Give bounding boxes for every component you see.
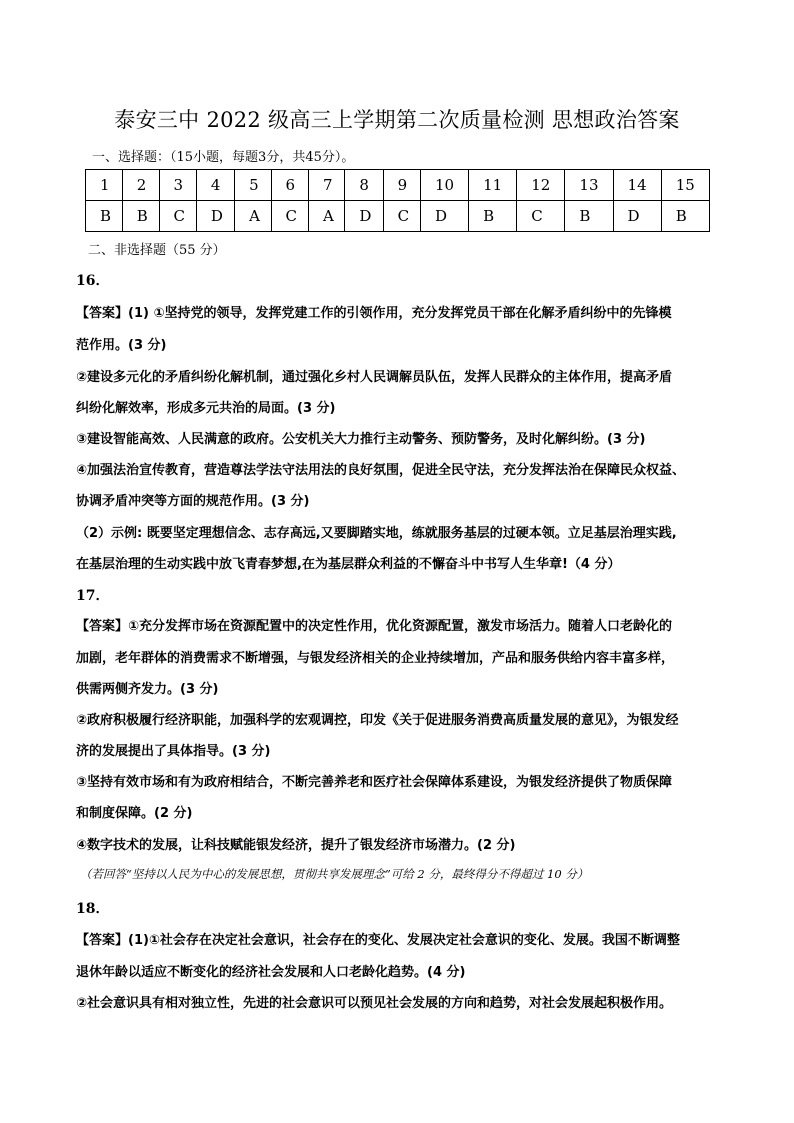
table-cell: B bbox=[469, 201, 517, 232]
table-cell: A bbox=[308, 201, 344, 232]
answer-line: 【答案】①充分发挥市场在资源配置中的决定性作用，优化资源配置，激发市场活力。随着人口老龄化的 bbox=[76, 619, 673, 634]
table-cell: B bbox=[661, 201, 709, 232]
answer-line: 济的发展提出了具体指导。(3 分) bbox=[76, 744, 271, 759]
answer-line: 供需两侧齐发力。(3 分) bbox=[76, 682, 219, 697]
question-17-number: 17． bbox=[76, 588, 110, 604]
answer-line: ②社会意识具有相对独立性，先进的社会意识可以预见社会发展的方向和趋势，对社会发展起积极作用。 bbox=[76, 996, 673, 1011]
answer-line: ④加强法治宣传教育，营造尊法学法守法用法的良好氛围，促进全民守法，充分发挥法治在保障民众权益、 bbox=[76, 463, 686, 478]
page-title: 泰安三中 2022 级高三上学期第二次质量检测 思想政治答案 bbox=[114, 108, 680, 132]
table-cell: 7 bbox=[308, 170, 344, 201]
table-cell: B bbox=[86, 201, 123, 232]
section-nonchoice-heading: 二、非选择题（55 分） bbox=[88, 243, 226, 258]
table-cell: A bbox=[235, 201, 271, 232]
table-cell: 15 bbox=[661, 170, 709, 201]
table-cell: 1 bbox=[86, 170, 123, 201]
table-cell: B bbox=[122, 201, 159, 232]
answer-line: 加剧，老年群体的消费需求不断增强，与银发经济相关的企业持续增加，产品和服务供给内容丰富多样， bbox=[76, 651, 675, 666]
answer-line: ③建设智能高效、人民满意的政府。公安机关大力推行主动警务、预防警务，及时化解纠纷。(3 分) bbox=[76, 432, 646, 447]
question-18-number: 18． bbox=[76, 901, 110, 917]
table-cell: 9 bbox=[383, 170, 420, 201]
answer-line: ②政府积极履行经济职能，加强科学的宏观调控，印发《关于促进服务消费高质量发展的意见》，为银发经 bbox=[76, 713, 679, 728]
answer-line: 【答案】(1)①社会存在决定社会意识，社会存在的变化、发展决定社会意识的变化、发展。我国不断调整 bbox=[76, 933, 680, 948]
table-cell: B bbox=[565, 201, 613, 232]
table-cell: D bbox=[196, 201, 234, 232]
question-number-row bbox=[86, 170, 710, 201]
answer-line: 范作用。(3 分) bbox=[76, 338, 167, 353]
table-cell: 2 bbox=[122, 170, 159, 201]
answer-line: 纠纷化解效率，形成多元共治的局面。(3 分) bbox=[76, 401, 336, 416]
table-cell: C bbox=[383, 201, 420, 232]
answer-line: 【答案】(1) ①坚持党的领导，发挥党建工作的引领作用，充分发挥党员干部在化解矛盾纠纷中的先锋模 bbox=[76, 306, 672, 321]
answer-line: 协调矛盾冲突等方面的规范作用。(3 分) bbox=[76, 494, 310, 509]
table-cell: D bbox=[345, 201, 383, 232]
answer-table bbox=[85, 169, 710, 232]
answer-line: （2）示例: 既要坚定理想信念、志存高远,又要脚踏实地，练就服务基层的过硬本领。立足基层治理实践, bbox=[76, 526, 677, 541]
section-choice-heading: 一、选择题：（15小题，每题3分，共45分）。 bbox=[92, 150, 355, 165]
answer-line: 在基层治理的生动实践中放飞青春梦想,在为基层群众利益的不懈奋斗中书写人生华章!（4 分） bbox=[76, 557, 621, 572]
table-cell: 4 bbox=[196, 170, 234, 201]
table-cell: 12 bbox=[517, 170, 565, 201]
table-cell: 3 bbox=[159, 170, 196, 201]
table-cell: 13 bbox=[565, 170, 613, 201]
table-cell: C bbox=[271, 201, 308, 232]
question-16-number: 16． bbox=[76, 273, 110, 289]
table-cell: 14 bbox=[613, 170, 661, 201]
answer-line: ②建设多元化的矛盾纠纷化解机制，通过强化乡村人民调解员队伍，发挥人民群众的主体作用，提高矛盾 bbox=[76, 370, 673, 385]
table-cell: 6 bbox=[271, 170, 308, 201]
answer-row bbox=[86, 201, 710, 232]
table-cell: 8 bbox=[345, 170, 383, 201]
grading-note: （若回答“坚持以人民为中心的发展思想，贯彻共享发展理念”可给 2 分，最终得分不得超过 10 分） bbox=[80, 867, 589, 881]
table-cell: 5 bbox=[235, 170, 271, 201]
table-cell: C bbox=[517, 201, 565, 232]
answer-line: ④数字技术的发展，让科技赋能银发经济，提升了银发经济市场潜力。(2 分) bbox=[76, 838, 516, 853]
table-cell: 11 bbox=[469, 170, 517, 201]
table-cell: 10 bbox=[420, 170, 468, 201]
answer-line: 和制度保障。(2 分) bbox=[76, 806, 193, 821]
answer-line: ③坚持有效市场和有为政府相结合，不断完善养老和医疗社会保障体系建设，为银发经济提供了物质保障 bbox=[76, 775, 673, 790]
answer-line: 退休年龄以适应不断变化的经济社会发展和人口老龄化趋势。(4 分) bbox=[76, 965, 466, 980]
table-cell: C bbox=[159, 201, 196, 232]
table-cell: D bbox=[420, 201, 468, 232]
table-cell: D bbox=[613, 201, 661, 232]
